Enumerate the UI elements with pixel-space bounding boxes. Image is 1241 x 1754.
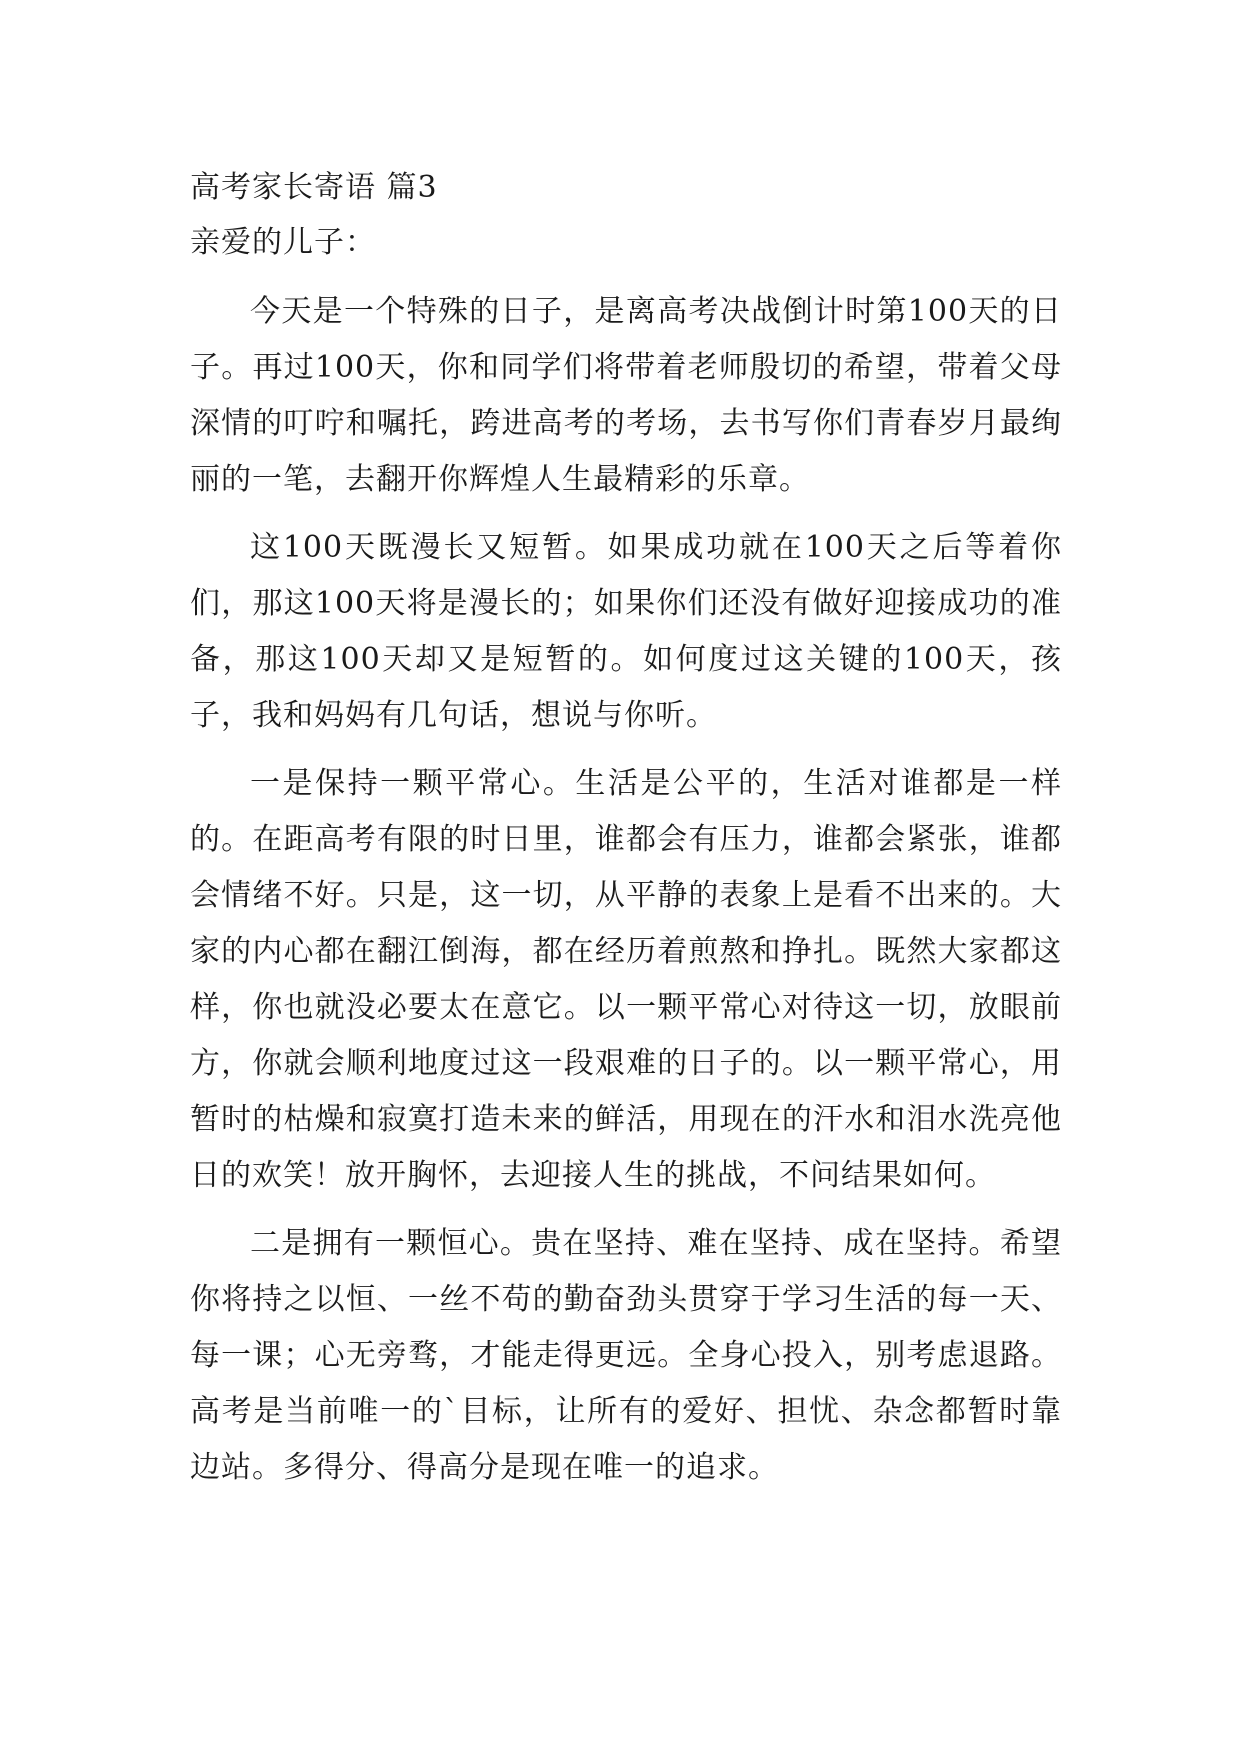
document-body <box>190 160 1062 1496</box>
paragraph-2: 这100天既漫长又短暂。如果成功就在100天之后等着你们，那这100天将是漫长的；如果你们还没有做好迎接成功的准备，那这100天却又是短暂的。如何度过这关键的100天，孩子，我和妈妈有几句话，想说与你听。 <box>190 530 1062 733</box>
paragraph-1: 今天是一个特殊的日子，是离高考决战倒计时第100天的日子。再过100天，你和同学们将带着老师殷切的希望，带着父母深情的叮咛和嘱托，跨进高考的考场，去书写你们青春岁月最绚丽的一笔，去翻开你辉煌人生最精彩的乐章。 <box>190 294 1062 497</box>
document-title: 高考家长寄语 篇3 <box>190 170 438 205</box>
paragraph-3: 一是保持一颗平常心。生活是公平的，生活对谁都是一样的。在距高考有限的时日里，谁都会有压力，谁都会紧张，谁都会情绪不好。只是，这一切，从平静的表象上是看不出来的。大家的内心都在翻江倒海，都在经历着煎熬和挣扎。既然大家都这样，你也就没必要太在意它。以一颗平常心对待这一切，放眼前方，你就会顺利地度过这一段艰难的日子的。以一颗平常心，用暂时的枯燥和寂寞打造未来的鲜活，用现在的汗水和泪水洗亮他日的欢笑！放开胸怀，去迎接人生的挑战，不问结果如何。 <box>190 766 1062 1193</box>
salutation: 亲爱的儿子： <box>190 225 376 260</box>
paragraph-4: 二是拥有一颗恒心。贵在坚持、难在坚持、成在坚持。希望你将持之以恒、一丝不苟的勤奋劲头贯穿于学习生活的每一天、每一课；心无旁骛，才能走得更远。全身心投入，别考虑退路。高考是当前唯一的`目标，让所有的爱好、担忧、杂念都暂时靠边站。多得分、得高分是现在唯一的追求。 <box>190 1226 1062 1485</box>
